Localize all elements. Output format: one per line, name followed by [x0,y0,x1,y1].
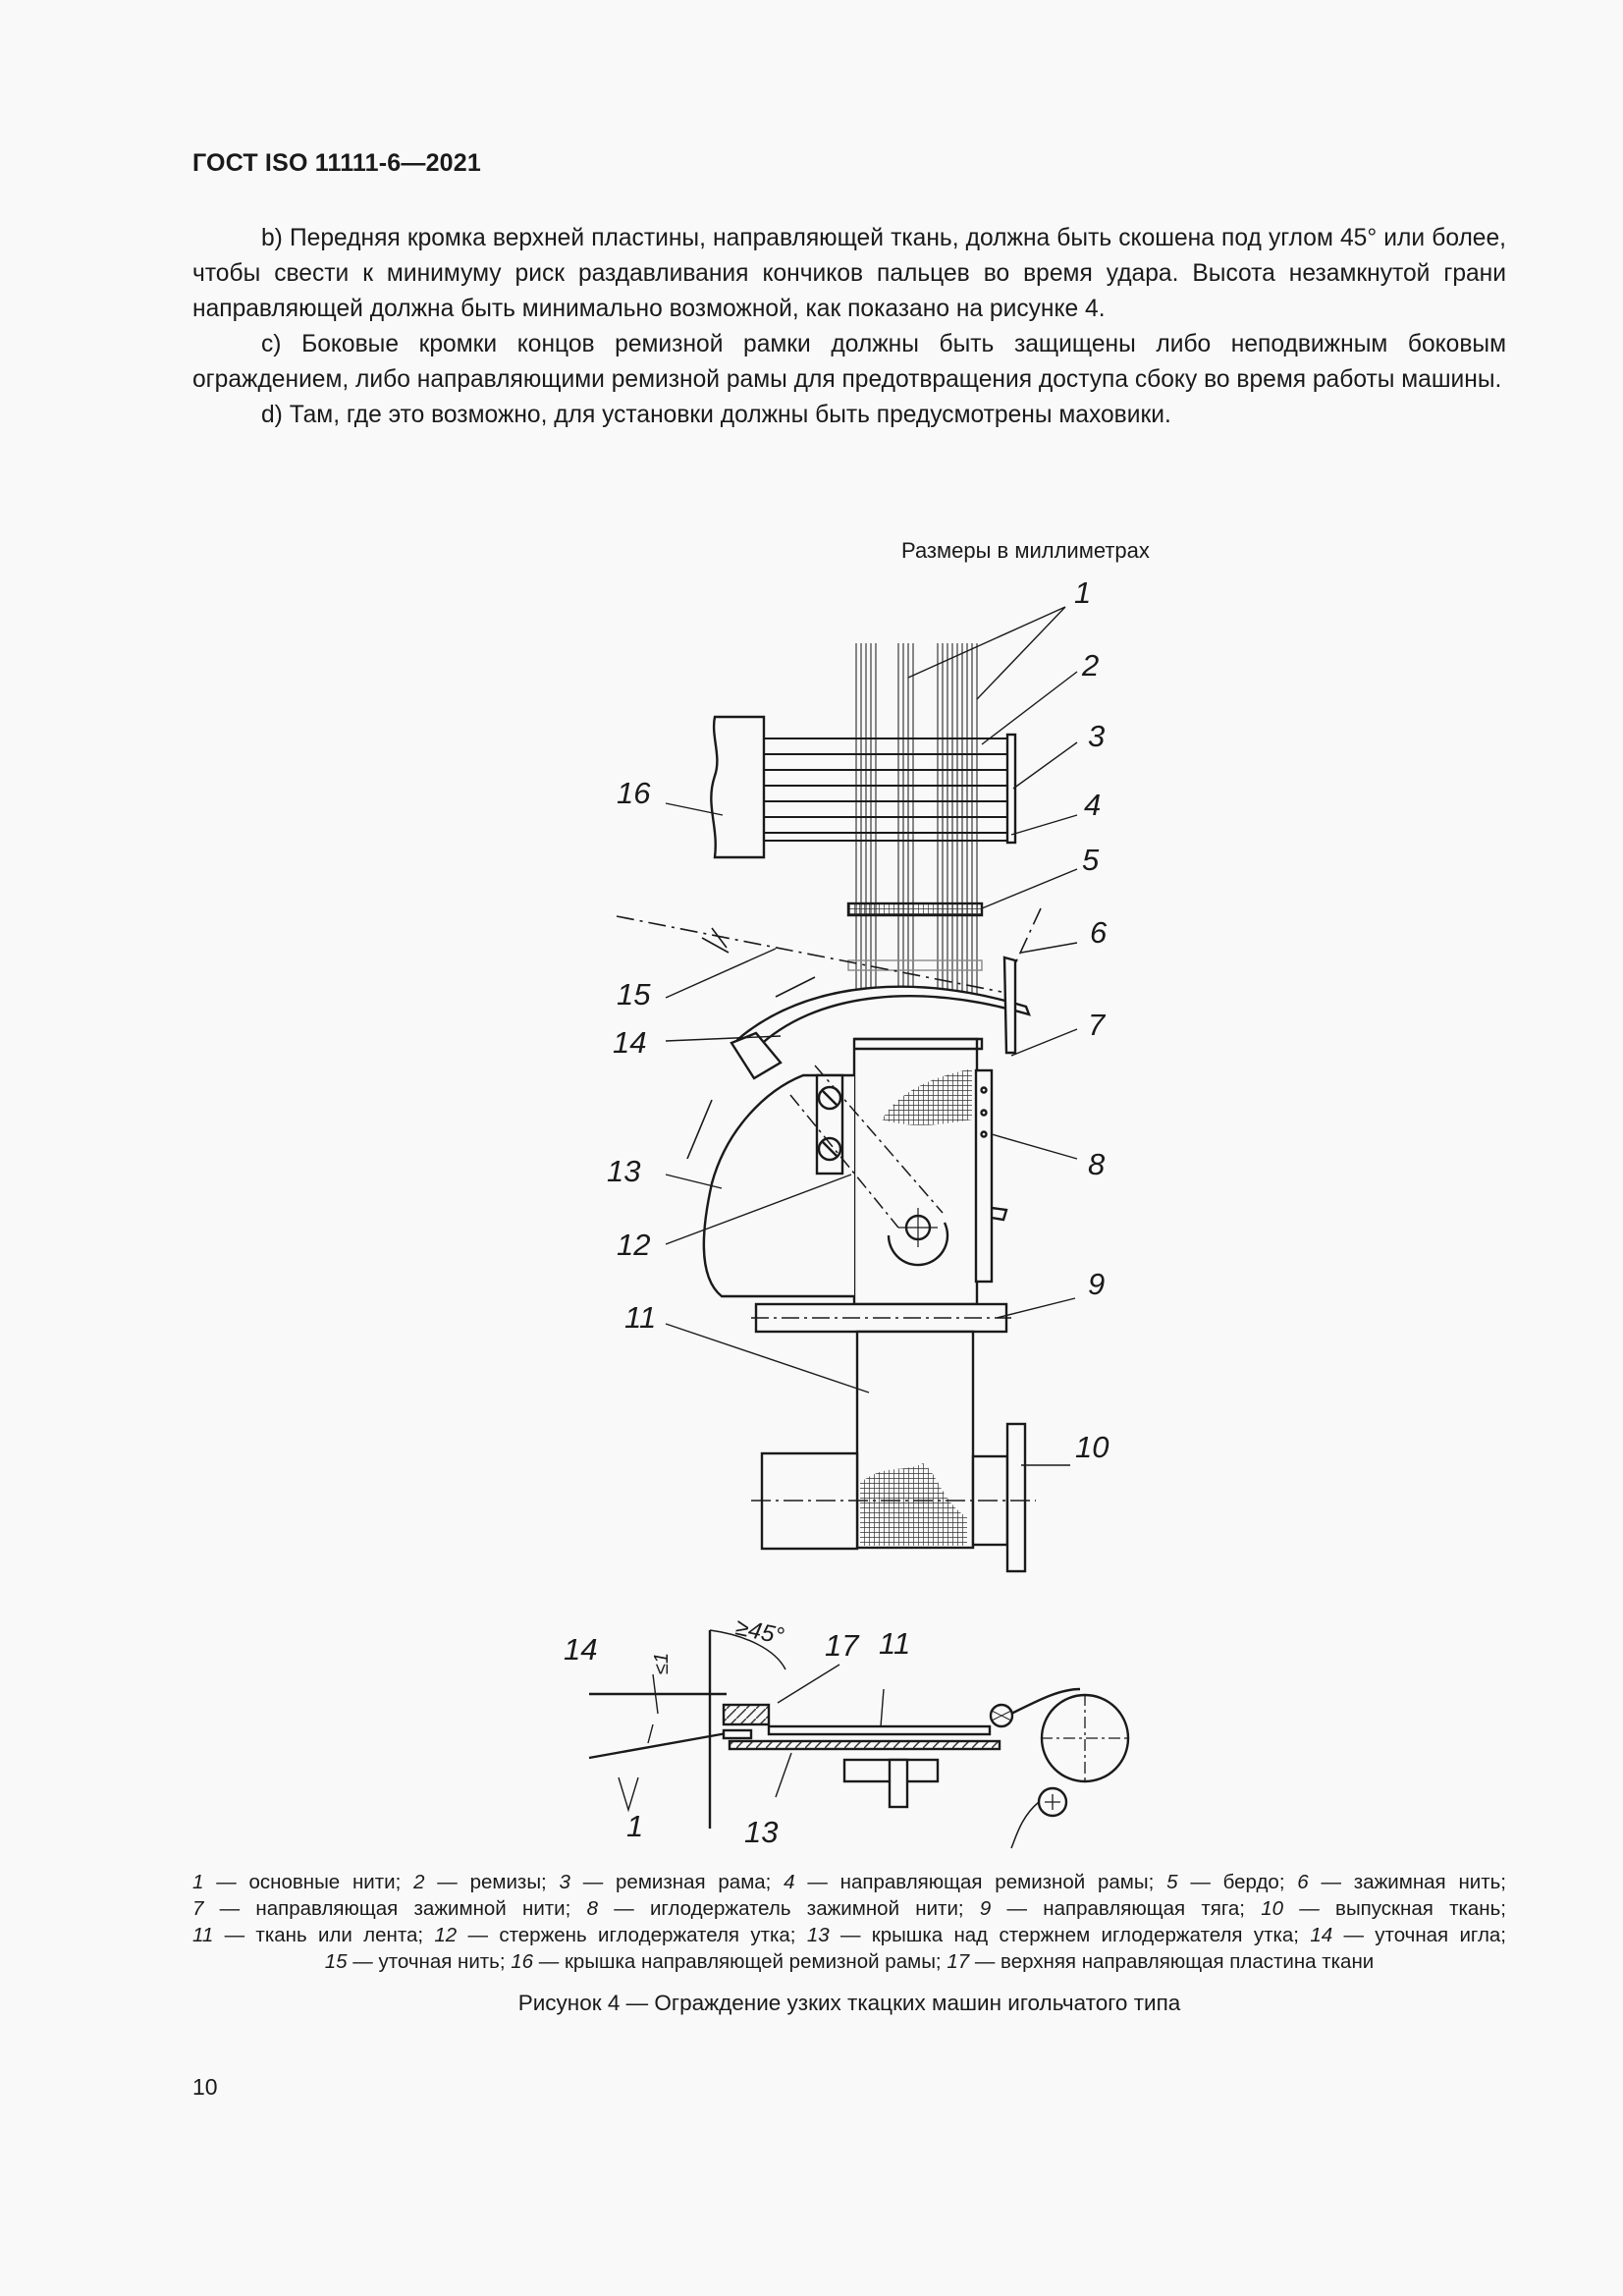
figure-caption: Рисунок 4 — Ограждение узких ткацких машин игольчатого типа [517,1991,1181,2015]
callout-14: 14 [613,1025,647,1060]
callout-12: 12 [617,1228,651,1262]
callout-5: 5 [1082,843,1100,877]
callout-16: 16 [617,776,651,810]
heddles [764,738,1011,841]
callout-1-detail: 1 [626,1809,644,1843]
paragraph-d: d) Там, где это возможно, для установки должны быть предусмотрены маховики. [261,402,1171,428]
paragraph-c: c) Боковые кромки концов ремизной рамки должны быть защищены либо неподвижным боковым ограждением, либо направляющими ремизной рамы для предотвращения доступа сбоку во время работы машины. [192,331,1506,393]
callout-11-detail: 11 [879,1626,911,1661]
callout-14-detail: 14 [564,1632,598,1667]
body-text [192,221,1506,433]
callout-13-detail: 13 [744,1815,779,1849]
legend-line-3: 11 — ткань или лента; 12 — стержень иглодержателя утка; 13 — крышка над стержнем иглодержателя утка; 14 — уточная игла; [192,1924,1507,1946]
standard-header: ГОСТ ISO 11111-6—2021 [192,149,481,177]
callout-1-top: 1 [1074,575,1092,610]
figure-4-drawing [550,570,1257,1866]
callout-10: 10 [1075,1430,1109,1464]
callout-4: 4 [1084,788,1102,822]
dimensions-note: Размеры в миллиметрах [901,538,1150,563]
height-label: ≤1 [651,1652,673,1674]
callout-8: 8 [1088,1147,1106,1181]
page-number: 10 [192,2074,218,2100]
callout-7: 7 [1088,1008,1106,1042]
callout-6: 6 [1090,915,1108,950]
legend-line-4: 15 — уточная нить; 16 — крышка направляющей ремизной рамы; 17 — верхняя направляющая пластина ткани [324,1950,1375,1973]
warp-threads [856,643,977,997]
callout-17: 17 [825,1628,859,1663]
angle-label: ≥45° [732,1613,786,1651]
legend-line-2: 7 — направляющая зажимной нити; 8 — иглодержатель зажимной нити; 9 — направляющая тяга; 10 — выпускная ткань; [192,1897,1506,1920]
callout-2: 2 [1082,648,1100,683]
callout-9: 9 [1088,1267,1106,1301]
callout-3: 3 [1088,719,1106,753]
legend-line-1: 1 — основные нити; 2 — ремизы; 3 — ремизная рама; 4 — направляющая ремизной рамы; 5 — бердо; 6 — зажимная нить; [192,1871,1506,1893]
paragraph-b: b) Передняя кромка верхней пластины, направляющей ткань, должна быть скошена под углом 45° или более, чтобы свести к минимуму риск раздавливания кончиков пальцев во время удара. Высота незамкнутой грани направляющей должна быть минимально возможной, как показано на рисунке 4. [192,225,1506,322]
callout-13: 13 [607,1154,641,1188]
callout-11: 11 [624,1300,657,1335]
figure-legend [192,1869,1506,1975]
callout-15: 15 [617,977,651,1011]
